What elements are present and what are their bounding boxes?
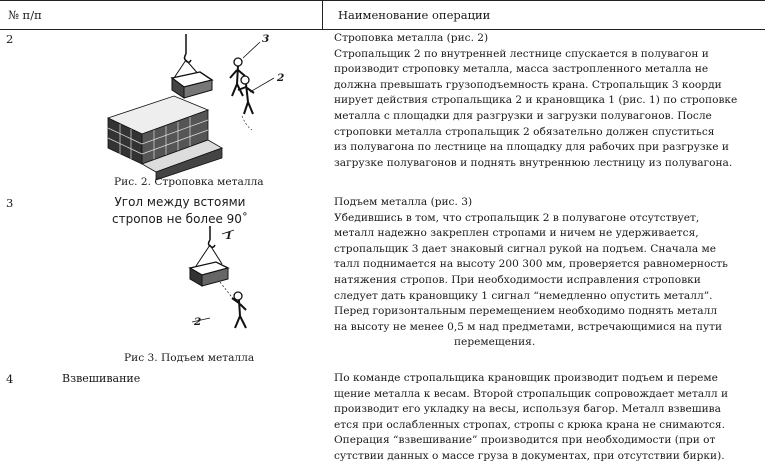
row-2-line: производит строповку металла, масса застропленного металла не [334, 63, 709, 76]
row-3-line: Убедившись в том, что стропальщик 2 в полувагоне отсутствует, [334, 211, 700, 224]
figure-3-label-1: 1 [225, 230, 233, 242]
figure-2-caption: Рис. 2. Строповка металла [114, 176, 264, 188]
row-4-line: Операция “взвешивание” производится при необходимости (при от [334, 434, 716, 447]
row-3-description [334, 195, 762, 351]
row-2-heading: Строповка металла (рис. 2) [334, 32, 489, 44]
header-column-divider [322, 0, 323, 30]
row-3-number: 3 [6, 196, 14, 210]
row-4-description [334, 371, 762, 465]
row-2-description [334, 31, 762, 171]
row-2-line: строповки металла стропальщик 2 обязательно должен спуститься [334, 125, 715, 138]
row-3-heading: Подъем металла (рис. 3) [334, 196, 473, 208]
figure-2-illustration [104, 32, 304, 180]
row-3-line: на высоту не менее 0,5 м над предметами, встречающимися на пути [334, 320, 723, 333]
table-top-border [0, 0, 765, 1]
row-4-line: сутствии данных о массе груза в документах, при отсутствии бирки). [334, 449, 725, 462]
row-3-line: Перед горизонтальным перемещением необходимо поднять металл [334, 305, 718, 318]
figure-3-caption: Рис 3. Подъем металла [124, 352, 255, 364]
row-2-line: загрузке полувагонов и поднять внутреннюю лестницу из полувагона. [334, 156, 733, 169]
row-4-line: По команде стропальщика крановщик производит подъем и переме [334, 372, 718, 384]
row-2-number: 2 [6, 32, 14, 46]
row-2-line: нирует действия стропальщика 2 и крановщика 1 (рис. 1) по строповке [334, 94, 738, 107]
row-3-line: перемещения. [454, 336, 536, 349]
row-4-line: производит его укладку на весы, используя багор. Металл взвешива [334, 403, 721, 416]
header-number: № п/п [8, 8, 42, 22]
row-3-line: следует дать крановщику 1 сигнал “немедленно опустить металл”. [334, 289, 713, 302]
figure-2-metal-slinging [104, 32, 304, 180]
figure-2-label-3: 3 [262, 33, 270, 45]
figure-3-note-line: стропов не более 90˚ [112, 212, 248, 226]
row-4-operation-name: Взвешивание [62, 372, 141, 385]
row-3-line: талл поднимается на высоту 200 300 мм, проверяется равномерность [334, 258, 728, 271]
row-4-line: щение металла к весам. Второй стропальщик сопровождает металл и [334, 387, 729, 400]
figure-2-label-2: 2 [277, 72, 285, 84]
figure-3-note-line: Угол между встоями [114, 195, 246, 209]
row-2-line: должна превышать грузоподъемность крана. Стропальщик 3 коорди [334, 78, 722, 91]
row-2-line: Стропальщик 2 по внутренней лестнице спускается в полувагон и [334, 47, 709, 60]
row-2-line: металла с площадки для разгрузки и загрузки полувагонов. После [334, 109, 712, 122]
row-3-line: натяжения стропов. При необходимости исправления строповки [334, 273, 701, 286]
row-4-number: 4 [6, 372, 14, 386]
figure-3-label-2: 2 [194, 316, 202, 328]
header-operation: Наименование операции [338, 8, 491, 22]
row-4-line: ется при ослабленных стропах, стропы с крюка крана не снимаются. [334, 418, 725, 431]
header-bottom-border [0, 29, 765, 30]
figure-3-angle-note [112, 194, 248, 228]
row-3-line: металл надежно закреплен стропами и ничем не удерживается, [334, 227, 699, 240]
row-3-line: стропальщик 3 дает знаковый сигнал рукой на подъем. Сначала ме [334, 242, 717, 255]
row-2-line: из полувагона по лестнице на площадку для рабочих при разгрузке и [334, 141, 729, 154]
